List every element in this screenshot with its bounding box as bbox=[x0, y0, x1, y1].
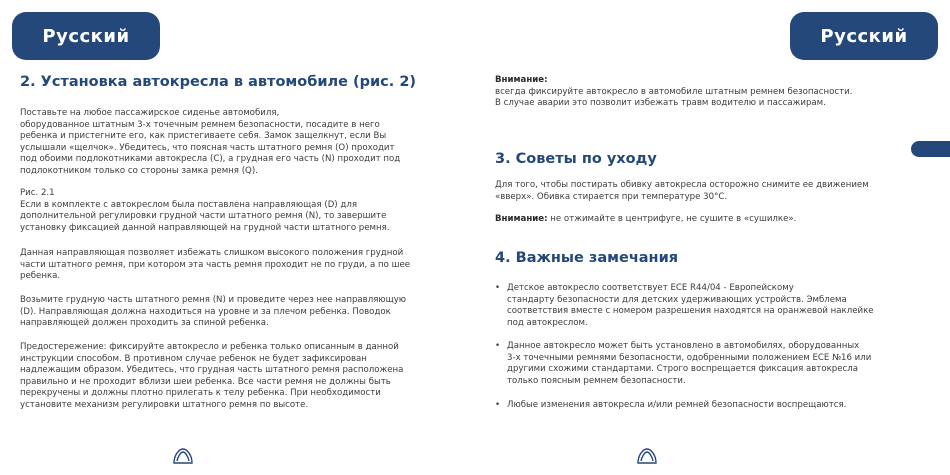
attention-label: Внимание: bbox=[495, 75, 548, 85]
text-line: В случае аварии это позволит избежать травм водителю и пассажирам. bbox=[495, 98, 826, 109]
section-4-title: 4. Важные замечания bbox=[495, 250, 679, 266]
text-line: Для того, чтобы постирать обивку автокресла осторожно снимите ее движением bbox=[495, 180, 869, 190]
text-line: подлокотником только со стороны замка ремня (Q). bbox=[20, 165, 258, 176]
brand-logo-icon bbox=[635, 446, 659, 466]
text-line: части штатного ремня, при котором эта часть ремня проходит не по груди, а по шее bbox=[20, 259, 411, 270]
text-line: 3-х точечными ремнями безопасности, одобренными положением ЕСЕ №16 или bbox=[507, 352, 872, 363]
bullet-icon: • bbox=[495, 400, 501, 410]
text-line: всегда фиксируйте автокресло в автомобиле штатным ремнем безопасности. bbox=[495, 86, 853, 97]
text-line: соответствия вместе с номером разрешения находятся на оранжевой наклейке bbox=[507, 306, 874, 317]
section-3-title: 3. Советы по уходу bbox=[495, 151, 657, 167]
text-line: под автокреслом. bbox=[507, 317, 588, 328]
text-line: надлежащим образом. Убедитесь, что грудная часть штатного ремня расположена bbox=[20, 365, 404, 376]
text-line: (D). Направляющая должна находиться на уровне и за плечом ребенка. Поводок bbox=[20, 306, 391, 317]
bullet-icon: • bbox=[495, 341, 501, 351]
text-line: правильно и не проходит вблизи шеи ребенка. Все части ремня не должны быть bbox=[20, 376, 391, 387]
text-line: инструкции способом. В противном случае ребенок не будет зафиксирован bbox=[20, 353, 367, 364]
care-paragraph bbox=[495, 180, 869, 203]
text-line: только поясным ремнем безопасности. bbox=[507, 375, 686, 386]
language-label: Русский bbox=[42, 25, 130, 47]
installation-paragraph-3 bbox=[20, 248, 410, 283]
text-line: дополнительной регулировки грудной части штатного ремня (N), то завершите bbox=[20, 211, 387, 222]
list-item bbox=[495, 283, 927, 329]
text-line: Если в комплекте с автокреслом была поставлена направляющая (D) для bbox=[20, 199, 357, 210]
brand-logo-icon bbox=[171, 446, 195, 466]
text-line: ребенка. bbox=[20, 271, 61, 282]
text-line: Поставьте на любое пассажирское сиденье автомобиля, bbox=[20, 108, 280, 118]
text-line: под обоими подлокотниками автокресла (С), а грудная его часть (N) проходит под bbox=[20, 154, 401, 165]
text-line: установку фиксацией данной направляющей на грудной части штатного ремня. bbox=[20, 222, 390, 233]
installation-paragraph-4 bbox=[20, 295, 406, 330]
list-item bbox=[495, 341, 927, 387]
attention-text: не отжимайте в центрифуге, не сушите в «сушилке». bbox=[547, 214, 797, 224]
text-line: оборудованное штатным 3-х точечным ремнем безопасности, посадите в него bbox=[20, 119, 380, 130]
text-line: «вверх». Обивка стирается при температуре 30°С. bbox=[495, 191, 728, 202]
bullet-icon: • bbox=[495, 283, 501, 293]
warning-paragraph bbox=[20, 342, 403, 412]
text-line: Любые изменения автокресла и/или ремней безопасности воспрещаются. bbox=[507, 400, 847, 410]
language-tab-left bbox=[12, 12, 160, 60]
text-line: Данная направляющая позволяет избежать слишком высокого положения грудной bbox=[20, 248, 404, 258]
installation-paragraph-1 bbox=[20, 108, 400, 178]
figure-ref: Рис. 2.1 bbox=[20, 188, 55, 198]
installation-paragraph-2 bbox=[20, 188, 390, 234]
text-line: Возьмите грудную часть штатного ремня (N) и проведите через нее направляющую bbox=[20, 295, 407, 305]
text-line: другими схожими стандартами. Строго воспрещается фиксация автокресла bbox=[507, 364, 859, 375]
page-edge-marker bbox=[911, 141, 950, 157]
text-line: направляющей должен проходить за спиной ребенка. bbox=[20, 318, 269, 329]
text-line: услышали «щелчок». Убедитесь, что поясная часть штатного ремня (О) проходит bbox=[20, 142, 395, 153]
language-tab-right bbox=[790, 12, 938, 60]
text-line: установите механизм регулировки штатного ремня по высоте. bbox=[20, 399, 309, 410]
text-line: стандарту безопасности для детских удерживающих устройств. Эмблема bbox=[507, 294, 847, 305]
text-line: ребенка и пристегните его, как пристегиваете себя. Замок защелкнут, если Вы bbox=[20, 131, 387, 142]
attention-label: Внимание: bbox=[495, 214, 548, 224]
text-line: Данное автокресло может быть установлено в автомобилях, оборудованных bbox=[507, 341, 860, 351]
text-line: перекручены и должны плотно прилегать к телу ребенка. При необходимости bbox=[20, 388, 381, 399]
text-line: Предостережение: фиксируйте автокресло и ребенка только описанным в данной bbox=[20, 342, 399, 352]
section-2-title: 2. Установка автокресла в автомобиле (рис. 2) bbox=[20, 74, 417, 90]
language-label: Русский bbox=[820, 25, 908, 47]
attention-block bbox=[495, 75, 852, 110]
text-line: Детское автокресло соответствует ЕСЕ R44/04 - Европейскому bbox=[507, 283, 794, 293]
care-attention bbox=[495, 214, 796, 226]
list-item bbox=[495, 400, 927, 412]
